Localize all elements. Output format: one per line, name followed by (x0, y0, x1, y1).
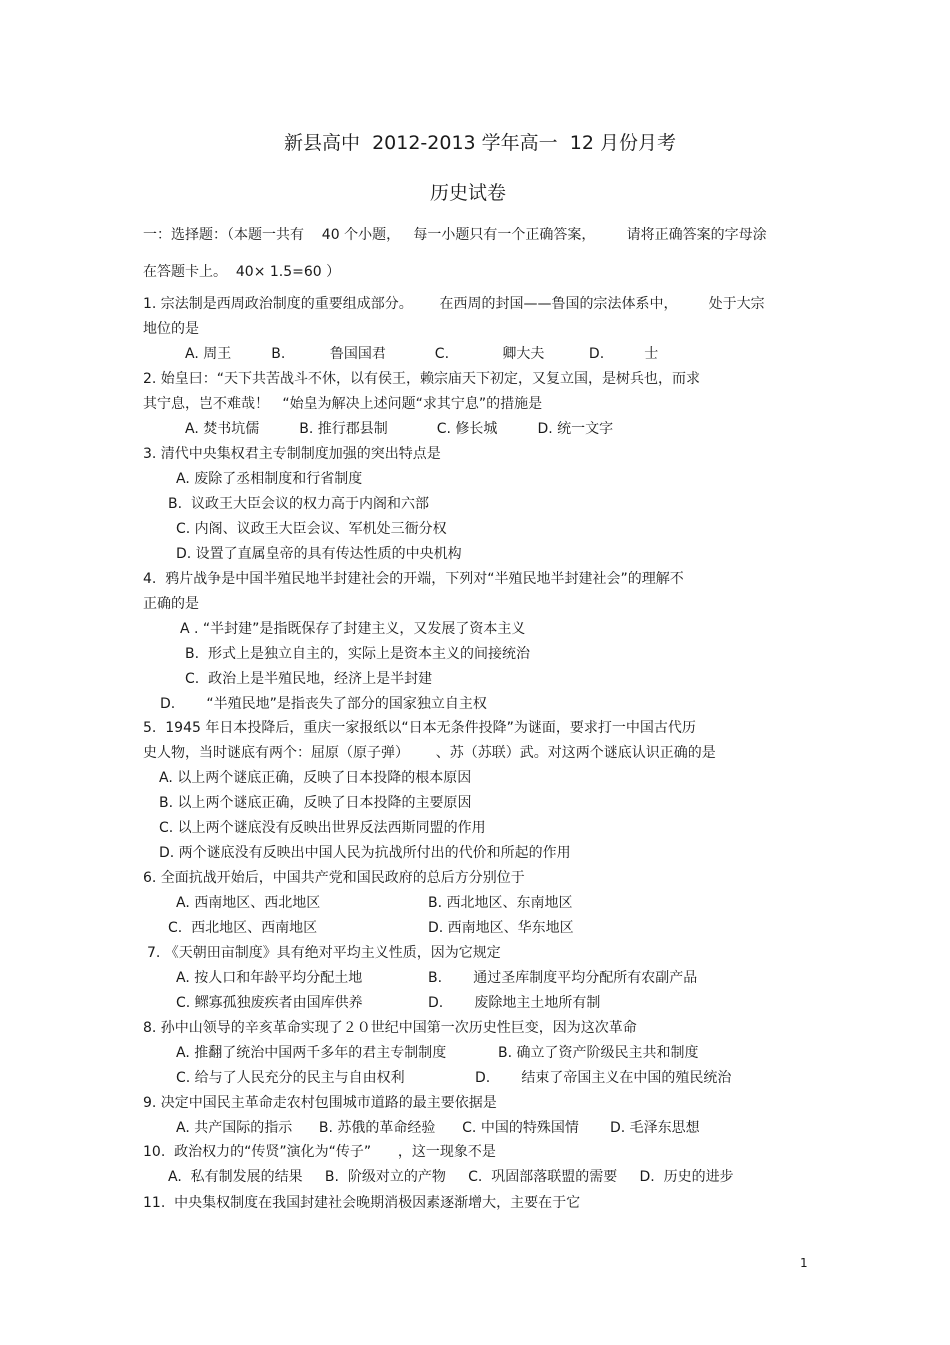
q8-option-c: C. 给与了人民充分的民主与自由权利 (176, 1070, 405, 1086)
q2-stem-line-2: 其宁息，岂不难哉！ “始皇为解决上述问题“求其宁息”的措施是 (143, 396, 543, 412)
q8-option-b: B. 确立了资产阶级民主共和制度 (498, 1045, 699, 1061)
q5-option-d: D. 两个谜底没有反映出中国人民为抗战所付出的代价和所起的作用 (159, 845, 571, 861)
q4-option-a: A . “半封建”是指既保存了封建主义，又发展了资本主义 (180, 621, 526, 637)
q4-stem-line-2: 正确的是 (143, 596, 199, 612)
q7-option-d: D. 废除地主土地所有制 (428, 995, 601, 1011)
q8-option-a: A. 推翻了统治中国两千多年的君主专制制度 (176, 1045, 447, 1061)
q7-option-c: C. 鳏寡孤独废疾者由国库供养 (176, 995, 363, 1011)
q4-option-c: C. 政治上是半殖民地，经济上是半封建 (185, 671, 433, 687)
q7-option-b: B. 通过圣库制度平均分配所有农副产品 (428, 970, 698, 986)
q6-option-a: A. 西南地区、西北地区 (176, 895, 321, 911)
q2-stem-line-1: 2. 始皇曰：“天下共苦战斗不休，以有侯王，赖宗庙天下初定，又复立国，是树兵也，而求 (143, 371, 701, 387)
q11-stem: 11. 中央集权制度在我国封建社会晚期消极因素逐渐增大，主要在于它 (143, 1195, 581, 1211)
q4-stem-line-1: 4. 鸦片战争是中国半殖民地半封建社会的开端，下列对“半殖民地半封建社会”的理解不 (143, 571, 684, 587)
q5-option-a: A. 以上两个谜底正确，反映了日本投降的根本原因 (159, 770, 472, 786)
q9-stem: 9. 决定中国民主革命走农村包围城市道路的最主要依据是 (143, 1095, 497, 1111)
q3-option-a: A. 废除了丞相制度和行省制度 (176, 471, 363, 487)
q5-stem-line-2: 史人物，当时谜底有两个：屈原（原子弹） 、苏（苏联）武。对这两个谜底认识正确的是 (143, 745, 716, 761)
instructions-line-2: 在答题卡上。 40× 1.5=60 ） (143, 264, 341, 280)
q8-option-d: D. 结束了帝国主义在中国的殖民统治 (475, 1070, 732, 1086)
q10-options: A. 私有制发展的结果 B. 阶级对立的产物 C. 巩固部落联盟的需要 D. 历史的进步 (168, 1169, 734, 1185)
q5-option-c: C. 以上两个谜底没有反映出世界反法西斯同盟的作用 (159, 820, 486, 836)
q3-stem: 3. 清代中央集权君主专制制度加强的突出特点是 (143, 446, 441, 462)
page-number: 1 (800, 1256, 808, 1270)
q10-stem: 10. 政治权力的“传贤”演化为“传子” ，这一现象不是 (143, 1144, 496, 1160)
q5-option-b: B. 以上两个谜底正确，反映了日本投降的主要原因 (159, 795, 472, 811)
q6-option-b: B. 西北地区、东南地区 (428, 895, 573, 911)
exam-subtitle: 历史试卷 (430, 182, 507, 204)
q6-stem: 6. 全面抗战开始后，中国共产党和国民政府的总后方分别位于 (143, 870, 525, 886)
q1-options: A. 周王 B. 鲁国国君 C. 卿大夫 D. 士 (185, 346, 659, 362)
q3-option-b: B. 议政王大臣会议的权力高于内阁和六部 (168, 496, 429, 512)
q8-stem: 8. 孙中山领导的辛亥革命实现了２０世纪中国第一次历史性巨变，因为这次革命 (143, 1020, 637, 1036)
q7-stem: 7. 《天朝田亩制度》具有绝对平均主义性质，因为它规定 (147, 945, 501, 961)
q2-options: A. 焚书坑儒 B. 推行郡县制 C. 修长城 D. 统一文字 (185, 421, 614, 437)
q6-option-c: C. 西北地区、西南地区 (168, 920, 318, 936)
q3-option-d: D. 设置了直属皇帝的具有传达性质的中央机构 (176, 546, 462, 562)
q3-option-c: C. 内阁、议政王大臣会议、军机处三衙分权 (176, 521, 447, 537)
q4-option-d: D. “半殖民地”是指丧失了部分的国家独立自主权 (160, 696, 487, 712)
q7-option-a: A. 按人口和年龄平均分配土地 (176, 970, 363, 986)
q6-option-d: D. 西南地区、华东地区 (428, 920, 574, 936)
instructions-line-1: 一：选择题：（本题一共有 40 个小题， 每一小题只有一个正确答案， 请将正确答案的字母涂 (143, 227, 767, 243)
q9-options: A. 共产国际的指示 B. 苏俄的革命经验 C. 中国的特殊国情 D. 毛泽东思想 (176, 1120, 700, 1136)
q5-stem-line-1: 5. 1945 年日本投降后，重庆一家报纸以“日本无条件投降”为谜面，要求打一中国古代历 (143, 720, 696, 736)
q1-stem-line-1: 1. 宗法制是西周政治制度的重要组成部分。 在西周的封国——鲁国的宗法体系中， 处于大宗 (143, 296, 765, 312)
exam-title: 新县高中 2012-2013 学年高一 12 月份月考 (284, 132, 676, 154)
q4-option-b: B. 形式上是独立自主的，实际上是资本主义的间接统治 (185, 646, 530, 662)
q1-stem-line-2: 地位的是 (143, 321, 199, 337)
